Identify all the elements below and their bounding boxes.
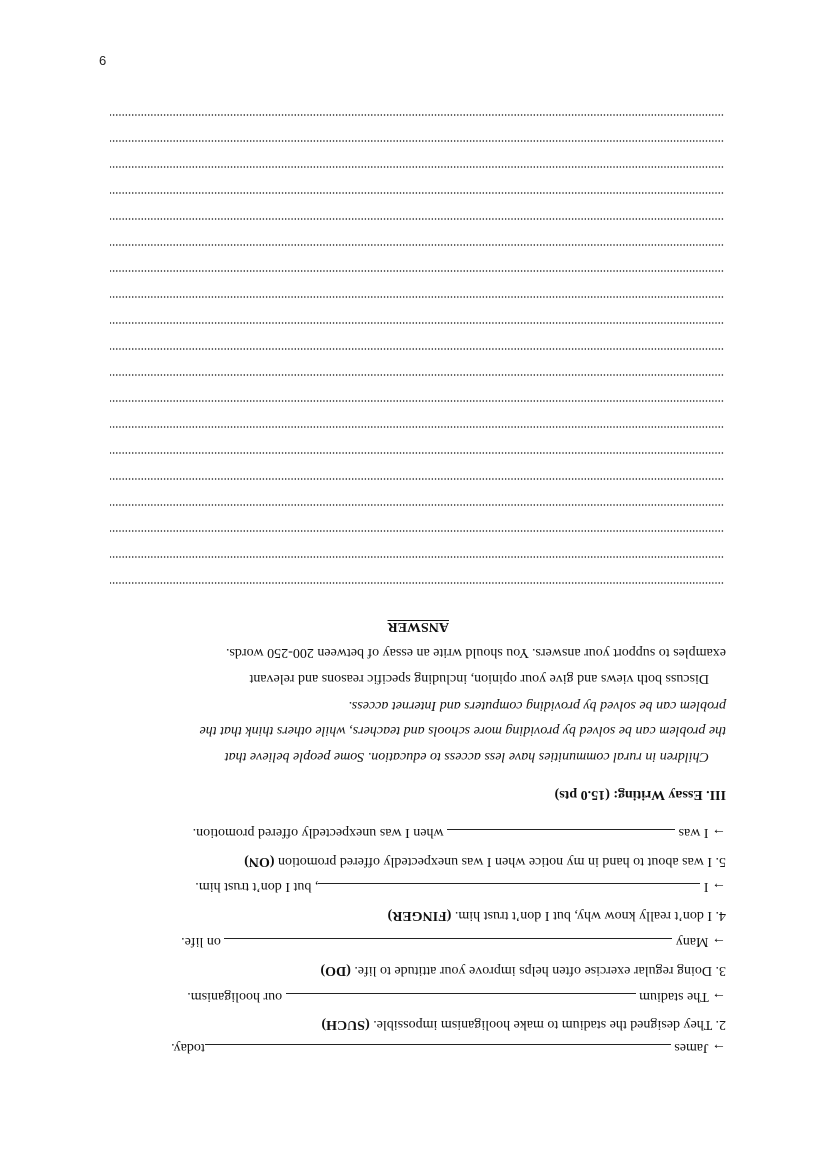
answer-line[interactable] <box>110 218 724 220</box>
answer-line[interactable] <box>110 244 724 246</box>
rewrite-line-2 <box>187 988 726 1005</box>
answer-line[interactable] <box>110 530 724 532</box>
rewrite-line-3 <box>181 933 726 950</box>
answer-line[interactable] <box>110 114 724 116</box>
answer-line[interactable] <box>110 270 724 272</box>
question-4-prompt: 4. I don’t really know why, but I don’t trust him. (FINGER) <box>387 908 726 923</box>
rewrite-line-1 <box>171 1039 726 1056</box>
answer-line[interactable] <box>110 400 724 402</box>
rewrite-trail: on life. <box>181 934 221 949</box>
answer-line[interactable] <box>110 478 724 480</box>
answer-line[interactable] <box>110 582 724 584</box>
answer-blank[interactable] <box>224 938 672 950</box>
question-3-prompt: 3. Doing regular exercise often helps improve your attitude to life. (DO) <box>320 963 726 978</box>
rewrite-line-4 <box>195 878 726 895</box>
answer-blank[interactable] <box>205 1044 671 1056</box>
answer-blank[interactable] <box>447 829 675 841</box>
essay-prompt-line: the problem can be solved by providing more schools and teachers, while others think that the <box>199 723 726 738</box>
rewrite-trail: when I was unexpectedly offered promotion. <box>192 825 444 840</box>
rewrite-trail: , but I don’t trust him. <box>195 879 319 894</box>
rewrite-trail: our hooliganism. <box>187 989 283 1004</box>
answer-line[interactable] <box>110 374 724 376</box>
answer-line[interactable] <box>110 296 724 298</box>
answer-line[interactable] <box>110 426 724 428</box>
rewrite-trail: today. <box>171 1040 205 1055</box>
answer-line[interactable] <box>110 140 724 142</box>
rewrite-lead: → Many <box>675 934 726 949</box>
keyword-such: (SUCH) <box>321 1017 370 1032</box>
page-number: 6 <box>99 53 107 68</box>
keyword-do: (DO) <box>320 963 351 978</box>
question-5-prompt: 5. I was about to hand in my notice when I was unexpectedly offered promotion (ON) <box>244 854 726 869</box>
answer-blank[interactable] <box>318 883 700 895</box>
answer-line[interactable] <box>110 556 724 558</box>
answer-line[interactable] <box>110 348 724 350</box>
keyword-on: (ON) <box>244 854 275 869</box>
essay-prompt-line: problem can be solved by providing computers and Internet access. <box>348 698 726 713</box>
essay-heading: III. Essay Writing: (15.0 pts) <box>554 787 726 802</box>
answer-line[interactable] <box>110 192 724 194</box>
keyword-finger: (FINGER) <box>387 908 452 923</box>
question-2-prompt: 2. They designed the stadium to make hooliganism impossible. (SUCH) <box>321 1017 726 1032</box>
answer-line[interactable] <box>110 166 724 168</box>
essay-instruction-line: Discuss both views and give your opinion, including specific reasons and relevant <box>249 671 709 686</box>
answer-heading: ANSWER <box>387 619 449 634</box>
answer-blank[interactable] <box>286 993 636 1005</box>
rewrite-lead: → James <box>674 1040 726 1055</box>
rewrite-line-5 <box>193 824 726 841</box>
rewrite-lead: → I was <box>678 825 726 840</box>
essay-prompt-line: Children in rural communities have less access to education. Some people believe that <box>224 749 709 764</box>
rewrite-lead: → I <box>703 879 726 894</box>
answer-line[interactable] <box>110 322 724 324</box>
rewrite-lead: → The stadium <box>639 989 726 1004</box>
essay-instruction-line: examples to support your answers. You should write an essay of between 200-250 words. <box>225 645 726 660</box>
answer-line[interactable] <box>110 452 724 454</box>
answer-line[interactable] <box>110 504 724 506</box>
